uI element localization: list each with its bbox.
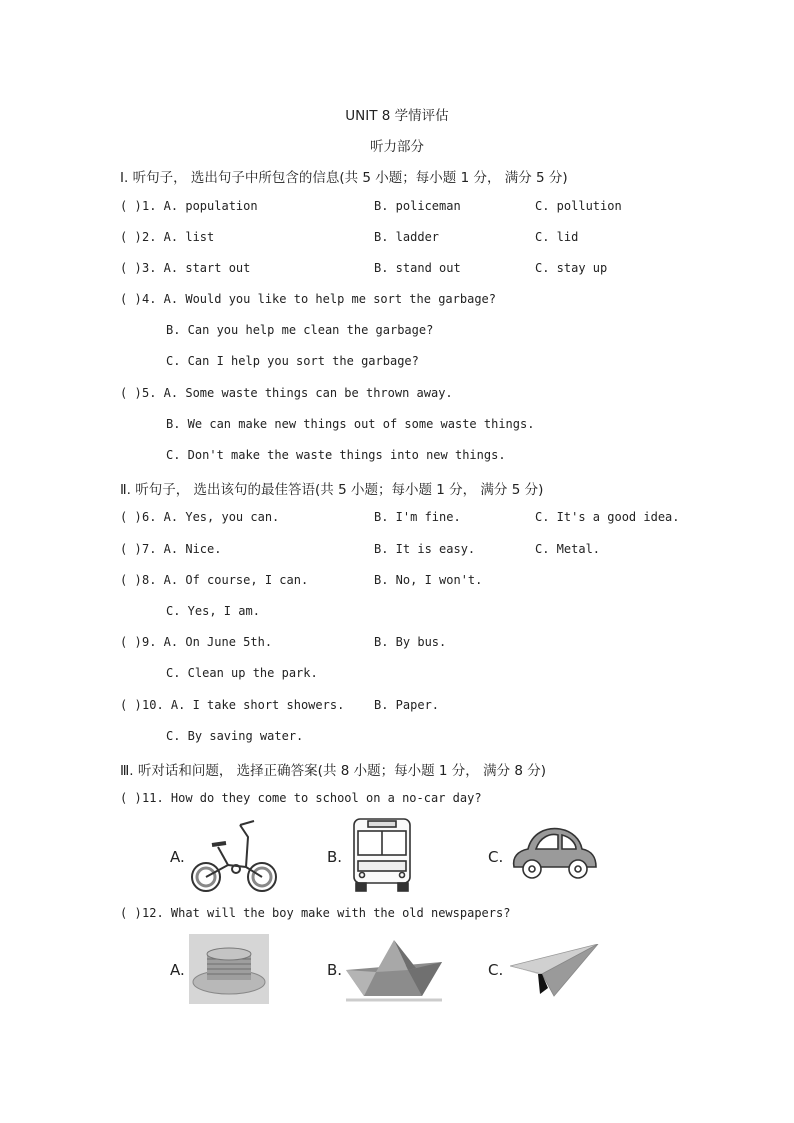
option-c: C. Can I help you sort the garbage? <box>166 354 419 368</box>
option-c: C. pollution <box>535 199 622 213</box>
answer-blank[interactable]: ( ) <box>120 635 142 649</box>
option-c: C. By saving water. <box>166 729 304 743</box>
option-c: C. Clean up the park. <box>166 666 318 680</box>
question-11 <box>120 791 720 811</box>
answer-blank[interactable]: ( ) <box>120 791 142 805</box>
answer-blank[interactable]: ( ) <box>120 199 142 213</box>
question-5-option-b <box>120 417 720 437</box>
option-b: B. We can make new things out of some waste things. <box>166 417 535 431</box>
question-11-pictures <box>160 815 620 895</box>
option-c: C. stay up <box>535 261 608 275</box>
option-b: B. stand out <box>374 261 461 275</box>
option-b-label: B. <box>327 848 343 866</box>
question-5-option-c <box>120 448 720 468</box>
question-3 <box>120 261 720 281</box>
option-c: C. lid <box>535 230 579 244</box>
option-b: B. ladder <box>374 230 440 244</box>
option-a: 8. A. Of course, I can. <box>142 573 309 587</box>
option-a: 2. A. list <box>142 230 215 244</box>
option-c-label: C. <box>488 848 504 866</box>
option-b: B. I'm fine. <box>374 510 461 524</box>
answer-blank[interactable]: ( ) <box>120 510 142 524</box>
answer-blank[interactable]: ( ) <box>120 573 142 587</box>
option-b: B. It is easy. <box>374 542 476 556</box>
option-a-label: A. <box>170 848 185 866</box>
option-a: 6. A. Yes, you can. <box>142 510 280 524</box>
question-6 <box>120 510 720 530</box>
stacked-lids-image[interactable] <box>189 934 269 1004</box>
question-5 <box>120 386 720 406</box>
question-4 <box>120 292 720 312</box>
question-4-option-c <box>120 354 720 374</box>
question-12-pictures <box>160 932 620 1012</box>
question-10 <box>120 698 720 718</box>
option-c: C. Metal. <box>535 542 601 556</box>
option-c: C. Don't make the waste things into new things. <box>166 448 506 462</box>
option-a: 9. A. On June 5th. <box>142 635 273 649</box>
option-a-label: A. <box>170 961 185 979</box>
option-b-label: B. <box>327 961 343 979</box>
option-a: 7. A. Nice. <box>142 542 222 556</box>
option-b: B. By bus. <box>374 635 447 649</box>
answer-blank[interactable]: ( ) <box>120 386 142 400</box>
question-9 <box>120 635 720 655</box>
paper-plane-image[interactable] <box>510 944 600 1000</box>
answer-blank[interactable]: ( ) <box>120 906 142 920</box>
option-c: C. It's a good idea. <box>535 510 680 524</box>
answer-blank[interactable]: ( ) <box>120 292 142 306</box>
paper-boat-image[interactable] <box>346 938 442 1002</box>
option-b: B. policeman <box>374 199 461 213</box>
section-heading-1: Ⅰ. 听句子， 选出句子中所包含的信息(共 5 小题；每小题 1 分， 满分 5 分) <box>120 170 568 186</box>
answer-blank[interactable]: ( ) <box>120 698 142 712</box>
question-4-option-b <box>120 323 720 343</box>
option-b: B. No, I won't. <box>374 573 483 587</box>
answer-blank[interactable]: ( ) <box>120 230 142 244</box>
question-9-option-c <box>120 666 720 686</box>
option-a: 5. A. Some waste things can be thrown away. <box>142 386 453 400</box>
bicycle-icon[interactable] <box>188 817 280 895</box>
option-b: B. Can you help me clean the garbage? <box>166 323 434 337</box>
question-12 <box>120 906 720 926</box>
answer-blank[interactable]: ( ) <box>120 261 142 275</box>
option-a: 1. A. population <box>142 199 258 213</box>
page-subtitle: 听力部分 <box>370 139 424 155</box>
question-1 <box>120 199 720 219</box>
option-c-label: C. <box>488 961 504 979</box>
question-text: 11. How do they come to school on a no-car day? <box>142 791 482 805</box>
section-heading-2: Ⅱ. 听句子， 选出该句的最佳答语(共 5 小题；每小题 1 分， 满分 5 分) <box>120 482 544 498</box>
question-text: 12. What will the boy make with the old newspapers? <box>142 906 511 920</box>
option-b: B. Paper. <box>374 698 440 712</box>
question-8-option-c <box>120 604 720 624</box>
option-a: 4. A. Would you like to help me sort the garbage? <box>142 292 497 306</box>
question-2 <box>120 230 720 250</box>
option-a: 3. A. start out <box>142 261 251 275</box>
question-7 <box>120 542 720 562</box>
car-icon[interactable] <box>508 821 600 885</box>
option-c: C. Yes, I am. <box>166 604 260 618</box>
question-8 <box>120 573 720 593</box>
page-title: UNIT 8 学情评估 <box>345 108 449 124</box>
section-heading-3: Ⅲ. 听对话和问题， 选择正确答案(共 8 小题；每小题 1 分， 满分 8 分) <box>120 763 547 779</box>
answer-blank[interactable]: ( ) <box>120 542 142 556</box>
option-a: 10. A. I take short showers. <box>142 698 345 712</box>
question-10-option-c <box>120 729 720 749</box>
bus-icon[interactable] <box>350 815 414 895</box>
